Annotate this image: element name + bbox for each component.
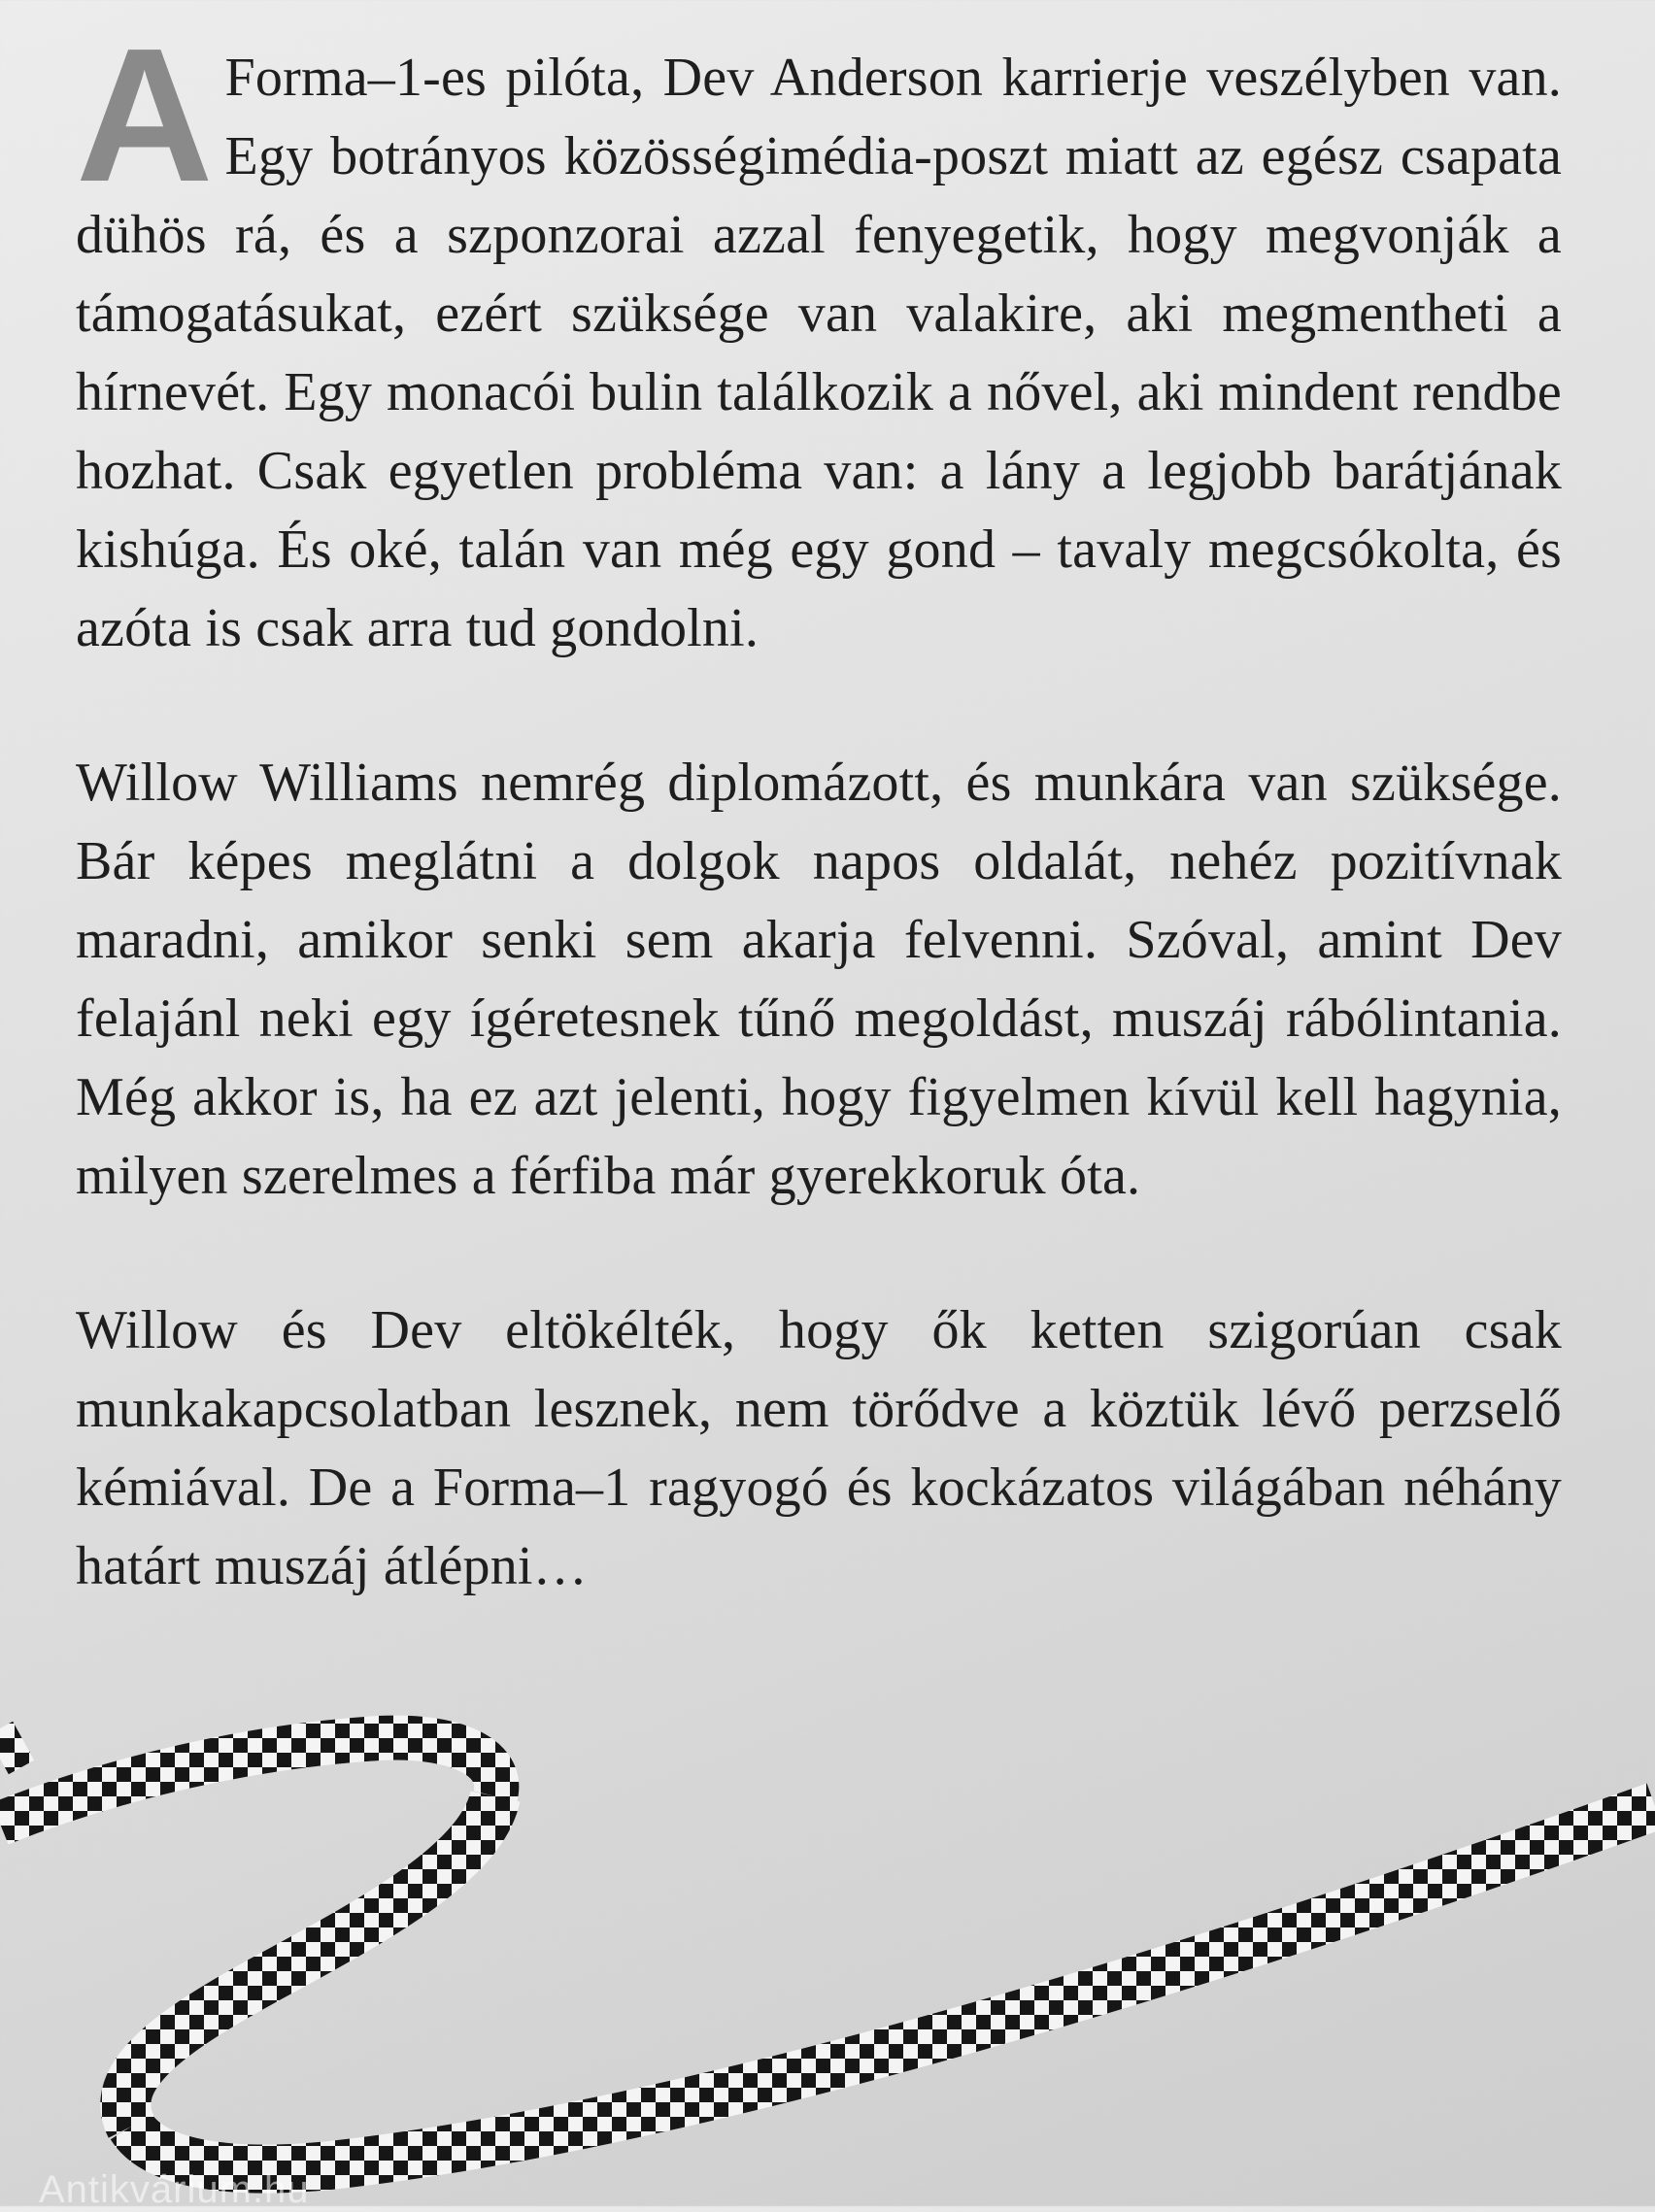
watermark: Antikvárium.hu	[39, 2168, 310, 2211]
paragraph-2: Willow Williams nemrég diplomázott, és munkára van szüksége. Bár képes meglátni a dolgok napos oldalát, nehéz pozitívnak maradni, amikor senki sem akarja felvenni. Szóval, amint Dev felajánl neki egy ígéretesnek tűnő megoldást, muszáj rábólintania. Még akkor is, ha ez azt jelenti, hogy figyelmen kívül kell hagynia, milyen szerelmes a férfiba már gyerekkoruk óta.	[76, 753, 1562, 1206]
drop-cap: A	[76, 9, 210, 221]
checkered-ribbon-icon	[0, 1709, 1655, 2206]
ribbon-band-edge	[0, 1728, 21, 1767]
paragraph-1	[76, 9, 1562, 668]
paragraph-3: Willow és Dev eltökélték, hogy ők ketten szigorúan csak munkakapcsolatban lesznek, nem törődve a köztük lévő perzselő kémiával. De a Forma–1 ragyogó és kockázatos világában néhány határt muszáj átlépni…	[76, 1300, 1562, 1596]
paragraph-1-text: Forma–1-es pilóta, Dev Anderson karrierje veszélyben van. Egy botrányos közösségimédia-poszt miatt az egész csapata dühös rá, és a szponzorai azzal fenyegetik, hogy megvonják a támogatásukat, ezért szüksége van valakire, aki megmentheti a hírnevét. Egy monacói bulin találkozik a nővel, aki mindent rendbe hozhat. Csak egyetlen probléma van: a lány a legjobb barátjának kishúga. És oké, talán van még egy gond – tavaly megcsókolta, és azóta is csak arra tud gondolni.	[76, 48, 1562, 658]
back-cover-text	[76, 9, 1562, 1606]
ribbon-band-upper	[0, 1738, 496, 1824]
ribbon-band-lower	[131, 1806, 1655, 2169]
ribbon-band-loop	[125, 1796, 495, 2127]
